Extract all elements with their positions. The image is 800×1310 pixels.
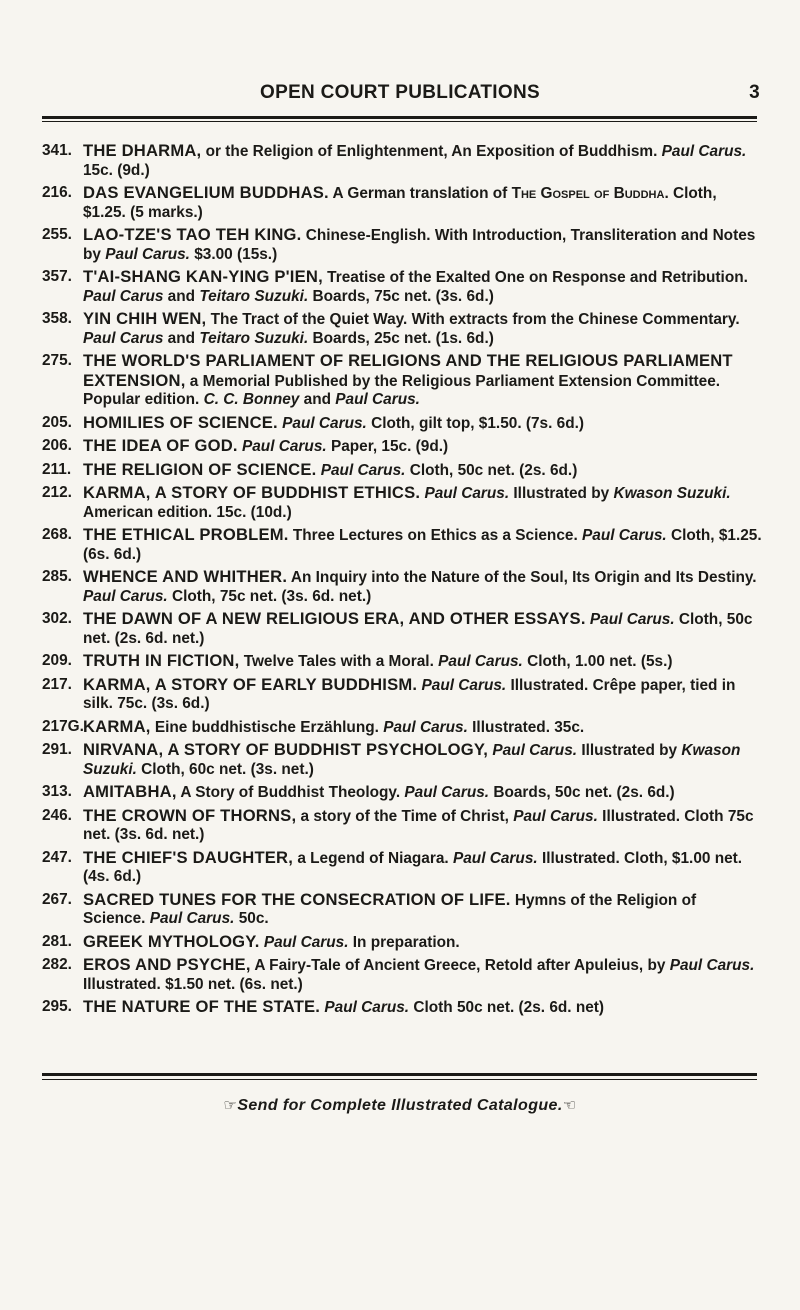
entry-author: Paul Carus.	[83, 587, 168, 605]
publication-entry	[42, 352, 762, 410]
entry-number: 217G.	[42, 717, 84, 735]
entry-text: Illustrated by	[509, 485, 614, 502]
entry-text: Illustrated. Cloth, $1.00 net. (4s. 6d.)	[83, 849, 743, 885]
entry-author: Paul Carus.	[263, 933, 349, 951]
entry-title: THE ETHICAL PROBLEM.	[83, 525, 289, 544]
entry-title: WHENCE AND WHITHER.	[83, 567, 288, 586]
entry-text: $3.00 (15s.)	[189, 245, 278, 263]
entry-text: Paper, 15c. (9d.)	[326, 438, 449, 455]
entry-title: NIRVANA, A STORY OF BUDDHIST PSYCHOLOGY,	[83, 740, 489, 759]
entry-author: Teitaro Suzuki.	[199, 329, 309, 347]
footer-rule-thin	[42, 1079, 757, 1080]
publication-entry	[42, 783, 762, 803]
entry-author: Paul Carus.	[661, 143, 747, 160]
entry-text: Illustrated. 35c.	[467, 718, 585, 736]
entry-number: 341.	[42, 142, 72, 159]
page-title: OPEN COURT PUBLICATIONS	[260, 82, 540, 103]
entry-title: THE RELIGION OF SCIENCE.	[83, 459, 317, 479]
entry-text: Cloth, 75c net. (3s. 6d. net.)	[167, 587, 372, 605]
entry-text: Boards, 25c net. (1s. 6d.)	[308, 329, 494, 347]
entry-author: Paul Carus.	[105, 245, 190, 263]
entry-author: Kwason Suzuki.	[613, 485, 731, 502]
entry-text: a Legend of Niagara.	[293, 849, 453, 867]
entry-title: AMITABHA,	[83, 782, 177, 801]
publication-entry	[42, 610, 762, 648]
entry-number: 313.	[42, 783, 72, 800]
entry-number: 295.	[42, 998, 72, 1015]
entry-author: Paul Carus	[83, 287, 164, 305]
entry-text: The Tract of the Quiet Way. With extracts from the Chinese Commentary.	[206, 311, 740, 328]
entry-title: LAO-TZE'S TAO TEH KING.	[83, 225, 302, 244]
entry-title: HOMILIES OF SCIENCE.	[83, 412, 278, 432]
entry-title: KARMA, A STORY OF BUDDHIST ETHICS.	[83, 483, 421, 502]
entry-title: YIN CHIH WEN,	[83, 309, 207, 328]
entry-author: Paul Carus.	[335, 391, 420, 408]
entry-number: 282.	[42, 956, 72, 973]
entry-author: Paul Carus.	[513, 807, 598, 825]
entry-text: a story of the Time of Christ,	[296, 807, 514, 825]
entry-text: Cloth, gilt top, $1.50. (7s. 6d.)	[366, 414, 585, 432]
publication-entry	[42, 461, 762, 481]
entry-text: A Fairy-Tale of Ancient Greece, Retold after Apuleius, by	[250, 957, 670, 974]
entry-text: Cloth, $1.25. (5 marks.)	[83, 185, 717, 221]
publication-list	[42, 142, 762, 1022]
entry-text: and	[299, 391, 336, 408]
publication-entry	[42, 184, 762, 222]
page-number: 3	[749, 82, 760, 103]
catalogue-notice-text: Send for Complete Illustrated Catalogue.	[237, 1097, 563, 1114]
publication-entry	[42, 652, 762, 672]
entry-number: 212.	[42, 484, 72, 501]
entry-number: 246.	[42, 806, 72, 824]
publication-entry	[42, 998, 762, 1018]
entry-text: In preparation.	[348, 933, 460, 951]
entry-text: Cloth, 1.00 net. (5s.)	[522, 653, 673, 670]
entry-text: and	[163, 287, 200, 305]
publication-entry	[42, 526, 762, 564]
publication-entry	[42, 718, 762, 738]
entry-author: C. C. Bonney	[203, 391, 300, 408]
entry-author: Paul Carus.	[492, 742, 578, 759]
entry-number: 206.	[42, 437, 72, 454]
entry-title: THE CROWN OF THORNS,	[83, 805, 297, 825]
entry-author: Paul Carus	[83, 329, 164, 347]
entry-title: THE IDEA OF GOD.	[83, 436, 238, 455]
entry-author: Paul Carus.	[282, 414, 367, 432]
entry-text: Three Lectures on Ethics as a Science.	[288, 527, 582, 544]
entry-author: Paul Carus.	[404, 784, 490, 801]
entry-author: Paul Carus.	[320, 461, 406, 479]
entry-text: Cloth, 60c net. (3s. net.)	[136, 760, 314, 778]
entry-text: Illustrated. Crêpe paper, tied in silk. 75c. (3s. 6d.)	[83, 676, 736, 712]
entry-text: Boards, 75c net. (3s. 6d.)	[308, 287, 494, 305]
publication-entry	[42, 484, 762, 522]
entry-author: Paul Carus.	[421, 676, 507, 694]
entry-author: Paul Carus.	[438, 653, 523, 670]
entry-title: THE NATURE OF THE STATE.	[83, 997, 321, 1016]
publication-entry	[42, 741, 762, 779]
entry-number: 285.	[42, 568, 72, 585]
entry-author: Paul Carus.	[149, 910, 235, 927]
entry-number: 209.	[42, 652, 72, 669]
entry-number: 357.	[42, 268, 72, 285]
entry-author: Paul Carus.	[241, 438, 327, 455]
entry-text: 50c.	[234, 910, 269, 927]
entry-number: 217.	[42, 675, 72, 693]
entry-author: Paul Carus.	[582, 527, 667, 544]
entry-title: EROS AND PSYCHE,	[83, 955, 251, 974]
publication-entry	[42, 414, 762, 434]
entry-text: An Inquiry into the Nature of the Soul, Its Origin and Its Destiny.	[287, 569, 757, 586]
publication-entry	[42, 268, 762, 306]
entry-number: 205.	[42, 413, 72, 431]
entry-text: American edition. 15c. (10d.)	[83, 503, 292, 521]
pointing-hand-left-icon: ☜	[562, 1097, 577, 1114]
entry-title: KARMA, A STORY OF EARLY BUDDHISM.	[83, 674, 418, 694]
entry-text: Illustrated. Cloth 75c net. (3s. 6d. net.)	[83, 807, 754, 843]
entry-number: 302.	[42, 610, 72, 627]
entry-number: 268.	[42, 526, 72, 543]
entry-text: Treatise of the Exalted One on Response and Retribution.	[322, 269, 748, 286]
entry-author: Paul Carus.	[324, 999, 410, 1016]
entry-title: SACRED TUNES FOR THE CONSECRATION OF LIFE.	[83, 889, 511, 909]
entry-text: Cloth, 50c net. (2s. 6d.)	[405, 461, 578, 479]
entry-text: Chinese-English. With Introduction, Transliteration and Notes by	[83, 227, 756, 263]
entry-text: Cloth, $1.25. (6s. 6d.)	[83, 527, 762, 563]
publication-entry	[42, 568, 762, 606]
publication-entry	[42, 933, 762, 953]
entry-smallcaps-title: The Gospel of Buddha.	[511, 185, 669, 202]
entry-number: 255.	[42, 226, 72, 243]
entry-author: Kwason Suzuki.	[83, 742, 741, 778]
entry-author: Paul Carus.	[669, 957, 755, 974]
entry-title: THE DAWN OF A NEW RELIGIOUS ERA, AND OTHER ESSAYS.	[83, 609, 586, 628]
entry-author: Paul Carus.	[383, 718, 468, 736]
publication-entry	[42, 956, 762, 994]
entry-text: Twelve Tales with a Moral.	[239, 653, 439, 670]
pointing-hand-right-icon: ☞	[223, 1097, 238, 1114]
entry-number: 281.	[42, 932, 72, 950]
entry-author: Paul Carus.	[589, 611, 675, 628]
entry-author: Paul Carus.	[452, 849, 538, 867]
entry-title: THE CHIEF'S DAUGHTER,	[83, 847, 294, 867]
entry-title: DAS EVANGELIUM BUDDHAS.	[83, 183, 329, 202]
entry-text: Cloth, 50c net. (2s. 6d. net.)	[83, 611, 753, 647]
entry-text: Illustrated. $1.50 net. (6s. net.)	[83, 975, 303, 993]
entry-title: GREEK MYTHOLOGY.	[83, 931, 260, 951]
entry-text: Cloth 50c net. (2s. 6d. net)	[409, 999, 605, 1016]
entry-title: KARMA,	[83, 716, 151, 736]
entry-title: T'AI-SHANG KAN-YING P'IEN,	[83, 267, 323, 286]
entry-title: THE DHARMA,	[83, 141, 202, 160]
entry-text: 15c. (9d.)	[83, 161, 150, 179]
entry-number: 247.	[42, 848, 72, 866]
publication-entry	[42, 310, 762, 348]
entry-text: A Story of Buddhist Theology.	[176, 784, 405, 801]
header-rule	[42, 116, 757, 119]
publication-entry	[42, 437, 762, 457]
page-header	[40, 82, 760, 108]
entry-text: Hymns of the Religion of Science.	[83, 891, 697, 927]
publication-entry	[42, 891, 762, 929]
entry-text: a Memorial Published by the Religious Parliament Extension Committee. Popular edition.	[83, 372, 721, 408]
entry-text: Eine buddhistische Erzählung.	[150, 718, 384, 736]
entry-author: Paul Carus.	[424, 485, 510, 502]
header-rule-thin	[42, 121, 757, 122]
entry-number: 211.	[42, 460, 72, 478]
entry-number: 291.	[42, 741, 72, 758]
publication-entry	[42, 142, 762, 180]
publication-entry	[42, 226, 762, 264]
publication-entry	[42, 807, 762, 845]
publication-entry	[42, 849, 762, 887]
entry-number: 358.	[42, 310, 72, 327]
entry-author: Teitaro Suzuki.	[199, 287, 309, 305]
entry-number: 275.	[42, 352, 72, 369]
entry-text: Boards, 50c net. (2s. 6d.)	[489, 784, 675, 801]
entry-text: or the Religion of Enlightenment, An Exposition of Buddhism.	[201, 143, 662, 160]
publication-entry	[42, 676, 762, 714]
catalogue-notice	[0, 1096, 800, 1115]
entry-title: TRUTH IN FICTION,	[83, 651, 240, 670]
entry-number: 267.	[42, 890, 72, 908]
entry-number: 216.	[42, 184, 72, 201]
footer-rule	[42, 1073, 757, 1076]
entry-text: Illustrated by	[577, 742, 682, 759]
entry-title: THE WORLD'S PARLIAMENT OF RELIGIONS AND THE RELIGIOUS PARLIAMENT EXTENSION,	[83, 351, 733, 390]
entry-text: and	[163, 329, 200, 347]
entry-text: A German translation of	[328, 185, 512, 202]
